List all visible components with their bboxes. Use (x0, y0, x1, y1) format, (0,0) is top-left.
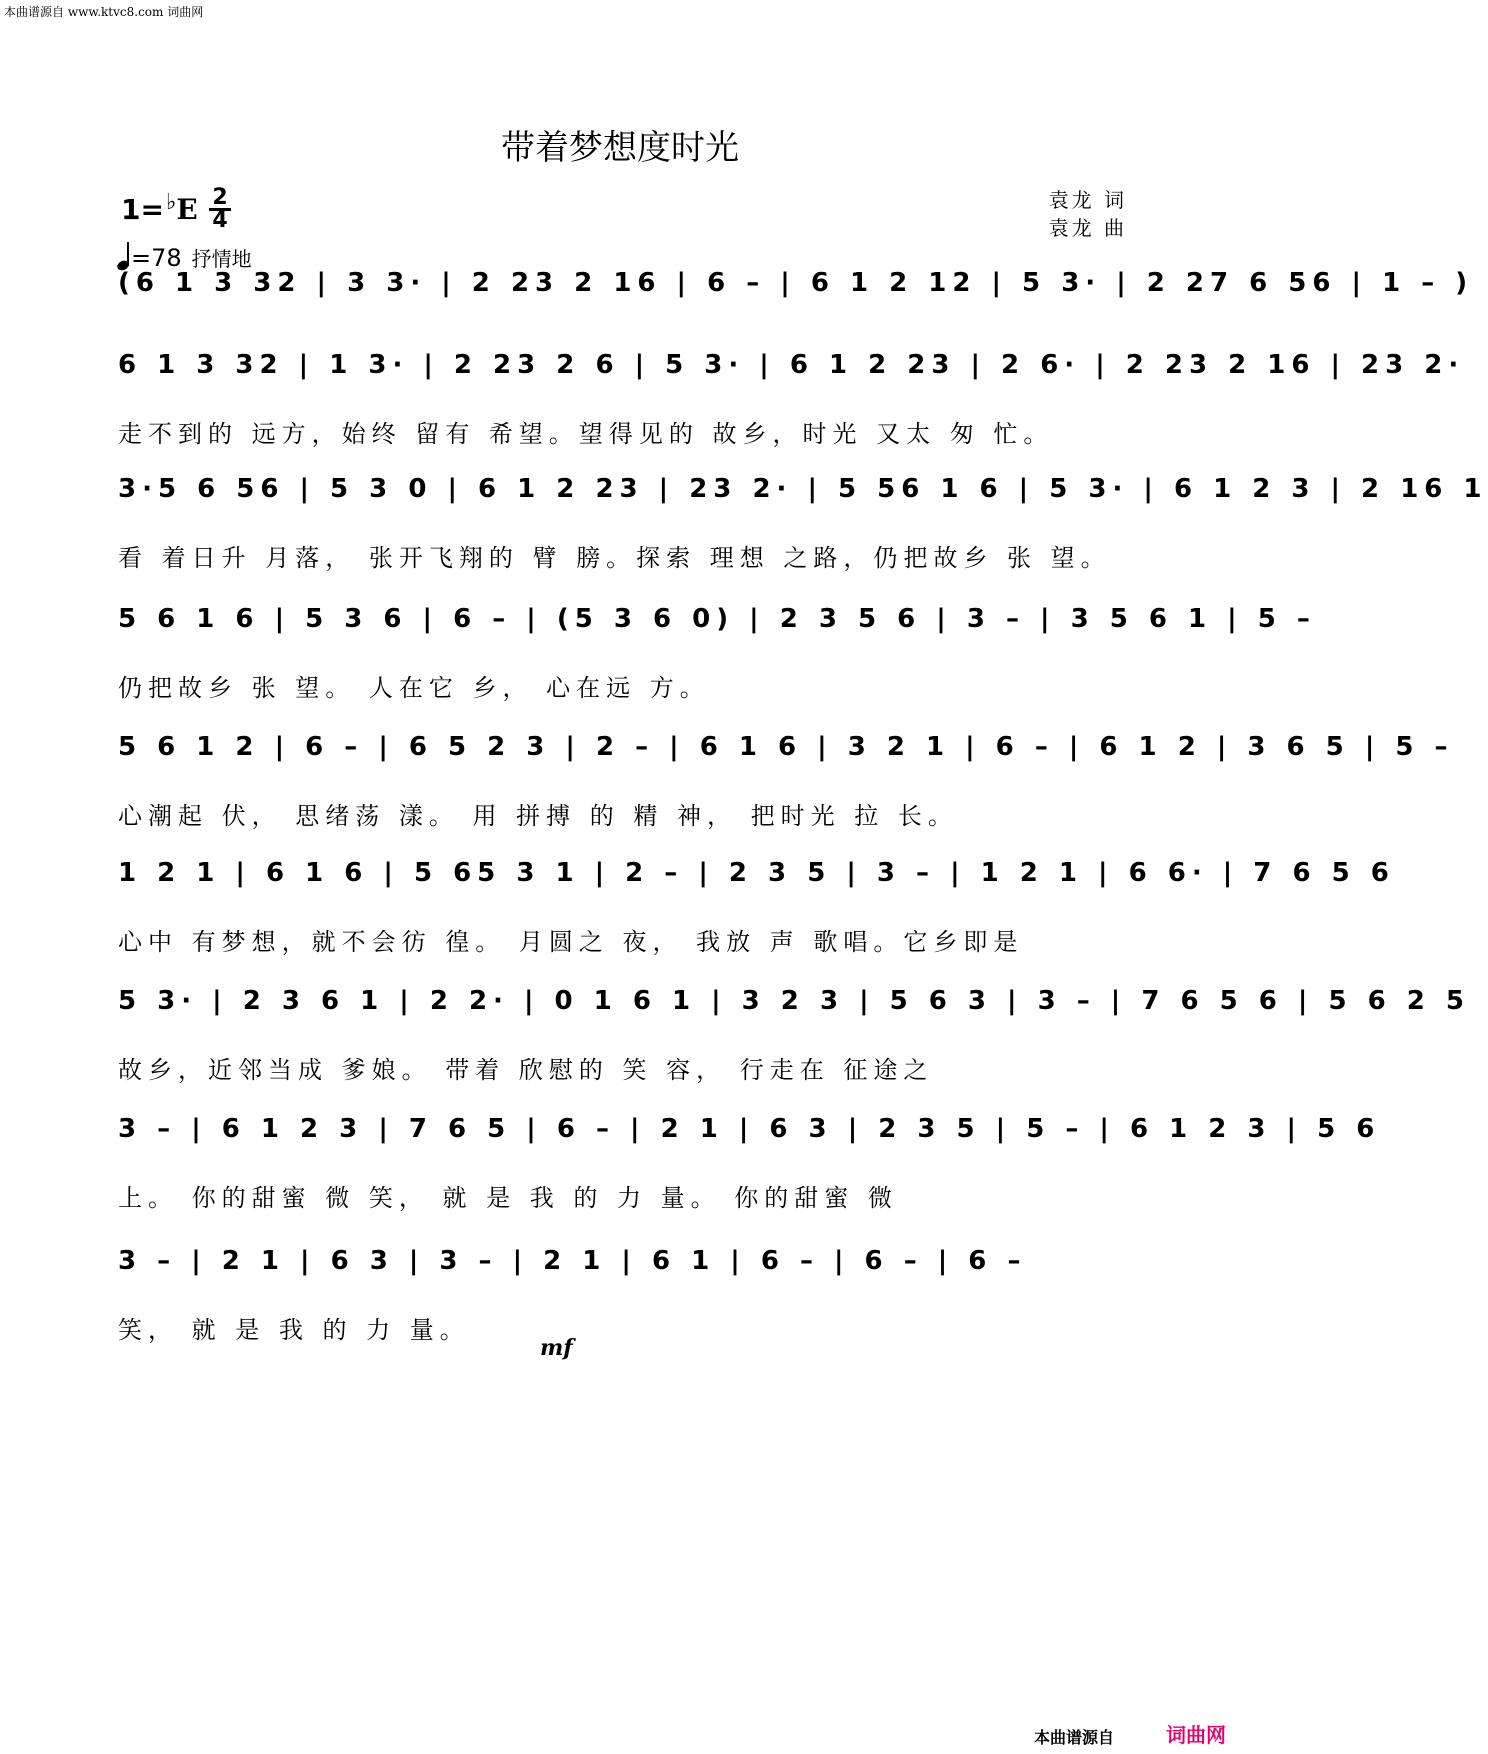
notation-line: 1 2 1 | 6 1 6 | 5 65 3 1 | 2 – | 2 3 5 | 3 – | 1 2 1 | 6 6· | 7 6 5 6 (118, 858, 1395, 888)
expression-mark: 抒情地 (191, 247, 252, 271)
notation-line: 5 6 1 6 | 5 3 6 | 6 – | (5 3 6 0) | 2 3 5 6 | 3 – | 3 5 6 1 | 5 – (118, 604, 1316, 634)
lyric-line: 心潮起 伏， 思绪荡 漾。 用 拼搏 的 精 神， 把时光 拉 长。 (118, 802, 958, 830)
key-letter: E (176, 193, 198, 226)
flat-symbol: ♭ (165, 190, 177, 215)
lyricist-credit: 袁龙 词 (1048, 188, 1127, 212)
time-signature-bottom: 4 (212, 208, 228, 233)
lyric-line: 故乡，近邻当成 爹娘。 带着 欣慰的 笑 容， 行走在 征途之 (118, 1056, 934, 1084)
source-header: 本曲谱源自 www.ktvc8.com 词曲网 (4, 5, 204, 19)
lyric-line: 仍把故乡 张 望。 人在它 乡， 心在远 方。 (118, 674, 710, 702)
credits (1049, 186, 1127, 242)
notation-line: 3 – | 6 1 2 3 | 7 6 5 | 6 – | 2 1 | 6 3 | 2 3 5 | 5 – | 6 1 2 3 | 5 6 (118, 1114, 1381, 1144)
time-signature-top: 2 (212, 185, 228, 210)
notation-line: 5 3· | 2 3 6 1 | 2 2· | 0 1 6 1 | 3 2 3 | 5 6 3 | 3 – | 7 6 5 6 | 5 6 2 5 (118, 986, 1470, 1016)
lyric-line: 笑， 就 是 我 的 力 量。 (118, 1316, 470, 1344)
notation-line: 6 1 3 32 | 1 3· | 2 23 2 6 | 5 3· | 6 1 2 23 | 2 6· | 2 23 2 16 | 23 2· (118, 350, 1465, 380)
score-row (118, 468, 1488, 578)
score-row (118, 1108, 1381, 1218)
notation-line: (6 1 3 32 | 3 3· | 2 23 2 16 | 6 – | 6 1 2 12 | 5 3· | 2 27 6 56 | 1 – ) (118, 268, 1474, 298)
key-signature (121, 190, 198, 226)
key-prefix: 1= (121, 193, 164, 226)
lyric-line: 上。 你的甜蜜 微 笑， 就 是 我 的 力 量。 你的甜蜜 微 (118, 1184, 898, 1212)
lyric-line: 心中 有梦想，就不会彷 徨。 月圆之 夜， 我放 声 歌唱。它乡即是 (118, 928, 1024, 956)
lyric-line: 走不到的 远方，始终 留有 希望。望得见的 故乡，时光 又太 匆 忙。 (118, 420, 1054, 448)
dynamic-mf: mf (540, 1335, 573, 1361)
score-row (118, 980, 1470, 1090)
score-row (118, 726, 1454, 836)
footer-source: 本曲谱源自 (1033, 1728, 1114, 1747)
notation-line: 3·5 6 56 | 5 3 0 | 6 1 2 23 | 23 2· | 5 56 1 6 | 5 3· | 6 1 2 3 | 2 16 1 (118, 474, 1488, 504)
score-row (118, 344, 1465, 454)
song-title: 带着梦想度时光 (501, 128, 739, 168)
composer-credit: 袁龙 曲 (1048, 216, 1127, 240)
notation-line: 5 6 1 2 | 6 – | 6 5 2 3 | 2 – | 6 1 6 | 3 2 1 | 6 – | 6 1 2 | 3 6 5 | 5 – (118, 732, 1454, 762)
score-row (118, 852, 1395, 962)
notation-line: 3 – | 2 1 | 6 3 | 3 – | 2 1 | 6 1 | 6 – | 6 – | 6 – (118, 1246, 1027, 1276)
time-signature (208, 185, 232, 233)
lyric-line: 看 着日升 月落， 张开飞翔的 臂 膀。探索 理想 之路，仍把故乡 张 望。 (118, 544, 1111, 572)
score-row (118, 1240, 1130, 1350)
tempo-value: =78 (131, 244, 182, 272)
footer-logo: 词曲网 (1166, 1723, 1226, 1747)
score-row (118, 598, 1316, 708)
